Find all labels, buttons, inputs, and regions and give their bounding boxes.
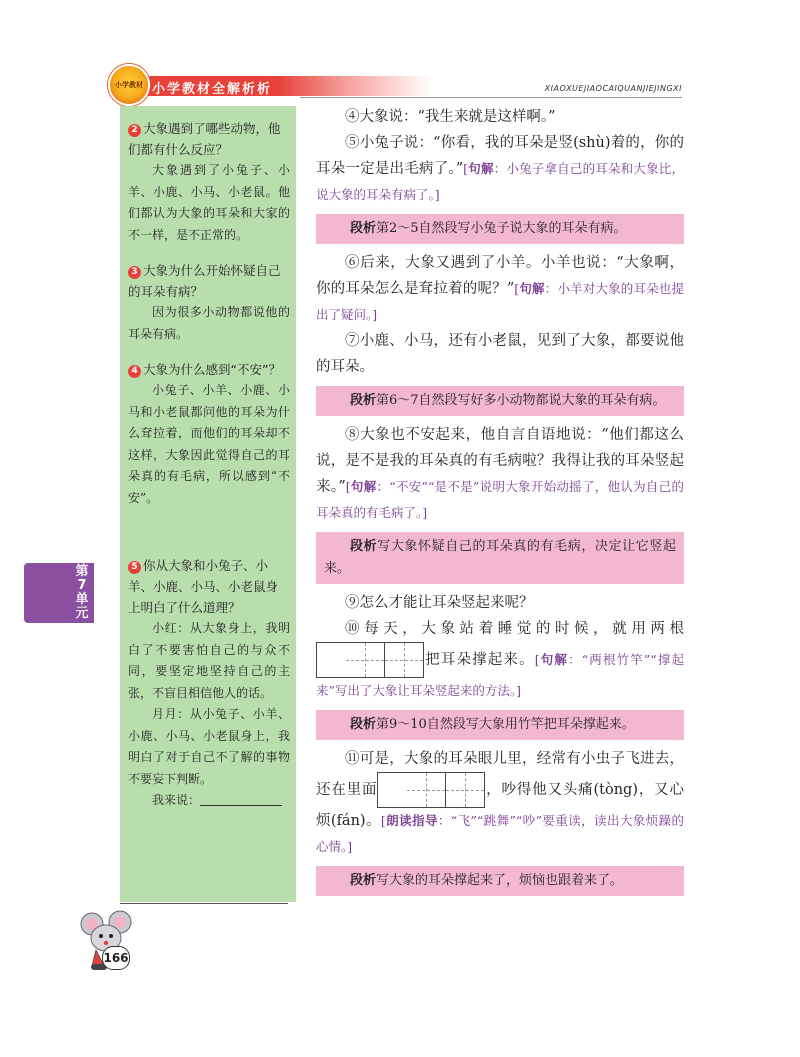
segment-label: 段析 [350,221,377,236]
tianzige-cell[interactable] [385,643,423,677]
note-text: ：“不安”“是不是”说明大象开始动摇了，他认为自己的耳朵真的有毛病了。 [316,479,684,520]
segment-analysis-1 [316,214,684,244]
my-answer-label: 我来说： [152,793,201,807]
question-text [128,118,290,160]
unit-tab-label: 第7单元 [75,564,89,621]
note-label: 句解 [539,652,569,667]
note-text: ：小羊对大象的耳朵也提出了疑问。 [316,281,684,322]
header-title: 小学教材全解析析 [152,82,273,97]
segment-analysis-4 [316,710,684,740]
paragraph-11 [316,746,684,860]
segment-label: 段析 [350,393,377,408]
paragraph-9: ⑨怎么才能让耳朵竖起来呢？ [345,595,534,611]
paragraph-text: 把耳朵撑起来。 [424,652,535,668]
main-text-column [316,104,684,902]
question-text [128,260,290,302]
tianzige-cell[interactable] [407,773,446,807]
segment-text: 第9～10自然段写大象用竹竿把耳朵撑起来。 [376,717,635,732]
segment-text: 写大象的耳朵撑起来了，烦恼也跟着来了。 [376,873,624,888]
question-label: 你从大象和小兔子、小羊、小鹿、小马、小老鼠身上明白了什么道理？ [128,558,279,615]
my-answer-blank[interactable] [200,793,282,806]
paragraph-text: ⑩每天，大象站着睡觉的时候，就用两根 [345,621,684,637]
question-3 [128,260,290,345]
reading-guide-note: [朗读指导：“飞”“跳舞”“吵”要重读，读出大象烦躁的心情。] [316,813,684,854]
series-logo-text: 小学教材 [115,81,143,89]
header-pinyin: XIAOXUEJIAOCAIQUANJIEJINGXI [544,84,682,93]
answer-text [128,618,290,790]
unit-tab [24,563,94,623]
paragraph-10 [316,616,684,704]
answer-yueyue: 月月：从小兔子、小羊、小鹿、小马、小老鼠身上，我明白了对于自己不了解的事物不要妄下判断。 [128,707,290,786]
paragraph-text: ，吵得他又头痛(tòng)，又心烦(fán)。 [316,782,685,829]
segment-analysis-3 [316,532,684,584]
question-label: 大象为什么感到“不安”？ [143,362,281,377]
paragraph-text: ⑥后来，大象又遇到了小羊。小羊也说：“大象啊，你的耳朵怎么是耷拉着的呢？” [316,255,684,297]
paragraph-6 [316,250,684,328]
question-text [128,555,290,618]
segment-text: 写大象怀疑自己的耳朵真的有毛病，决定让它竖起来。 [324,539,676,576]
question-number-badge: 4 [128,365,141,378]
question-label: 大象为什么开始怀疑自己的耳朵有病？ [128,263,281,299]
paragraph-4: ④大象说：“我生来就是这样啊。” [345,109,556,125]
question-number-badge: 2 [128,124,141,137]
header-rule [300,97,682,98]
note-text: ：“飞”“跳舞”“吵”要重读，读出大象烦躁的心情。 [316,813,684,854]
note-label: 朗读指导 [385,813,438,828]
segment-text: 第6～7自然段写好多小动物都说大象的耳朵有病。 [376,393,666,408]
series-logo [108,64,150,106]
answer-text: 因为很多小动物都说他的耳朵有病。 [128,305,290,341]
segment-analysis-5 [316,866,684,896]
tianzige-cell[interactable] [446,773,484,807]
sentence-note: [句解：小兔子拿自己的耳朵和大象比，说大象的耳朵有病了。] [316,161,684,202]
paragraph-5 [316,130,684,208]
note-label: 句解 [468,161,494,176]
paragraph-text: ⑧大象也不安起来，他自言自语地说：“他们都这么说，是不是我的耳朵真的有毛病啦？我得让我的耳朵竖起来。” [316,427,684,495]
segment-analysis-2 [316,386,684,416]
question-number-badge: 3 [128,266,141,279]
sentence-note: [句解：小羊对大象的耳朵也提出了疑问。] [316,281,684,322]
question-label: 大象遇到了哪些动物，他们都有什么反应？ [128,121,281,157]
side-question-panel [120,106,296,902]
paragraph-text: ⑪可是，大象的耳朵眼儿里，经常有小虫子飞进去，还在里面 [316,751,684,798]
segment-label: 段析 [350,717,377,732]
answer-xiaohong: 小红：从大象身上，我明白了不要害怕自己的与众不同，要坚定地坚持自己的主张，不盲目相信他人的话。 [128,621,290,700]
sentence-note: [句解：“不安”“是不是”说明大象开始动摇了，他认为自己的耳朵真的有毛病了。] [316,479,684,520]
question-4 [128,359,290,509]
answer-text: 小兔子、小羊、小鹿、小马和小老鼠都问他的耳朵为什么耷拉着，而他们的耳朵却不这样，大象因此觉得自己的耳朵真的有毛病，所以感到“不安”。 [128,383,290,505]
side-panel-underline [120,903,288,904]
side-question-list [128,118,290,825]
sentence-note: [句解：“两根竹竿”“撑起来”写出了大象让耳朵竖起来的方法。] [316,652,684,698]
question-5 [128,555,290,811]
question-number-badge: 5 [128,561,141,574]
fill-in-boxes-2[interactable] [377,772,485,808]
question-text [128,359,290,380]
paragraph-text: ⑤小兔子说：“你看，我的耳朵是竖(shù)着的，你的耳朵一定是出毛病了。” [316,135,684,177]
my-answer-line [128,790,290,811]
question-2 [128,118,290,246]
note-text: ：小兔子拿自己的耳朵和大象比，说大象的耳朵有病了。 [316,161,684,202]
paragraph-8 [316,422,684,526]
page-number: 166 [102,946,130,970]
note-label: 句解 [519,281,545,296]
paragraph-7: ⑦小鹿、小马，还有小老鼠，见到了大象，都要说他的耳朵。 [316,333,684,375]
answer-text: 大象遇到了小兔子、小羊、小鹿、小马、小老鼠。他们都认为大象的耳朵和大家的不一样，是不正常的。 [128,163,290,242]
note-text: ：“两根竹竿”“撑起来”写出了大象让耳朵竖起来的方法。 [316,652,684,698]
tianzige-cell[interactable] [346,643,385,677]
note-label: 句解 [350,479,377,494]
segment-text: 第2～5自然段写小兔子说大象的耳朵有病。 [376,221,627,236]
segment-label: 段析 [350,873,377,888]
fill-in-boxes-2[interactable] [316,642,424,678]
segment-label: 段析 [350,539,378,554]
